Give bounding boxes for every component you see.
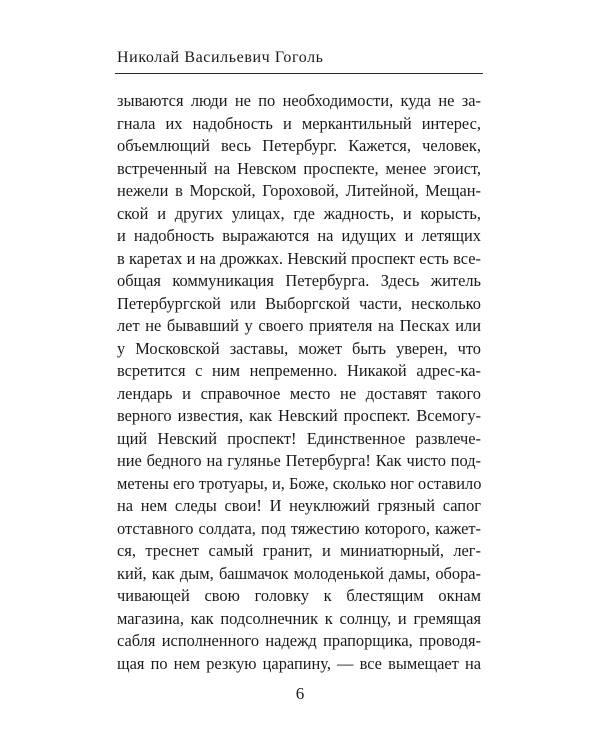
- text-line: зываются люди не по необходимости, куда не за-: [117, 91, 481, 110]
- body-text: [117, 90, 481, 675]
- text-line: сабля исполненного надежд прапорщика, проводя-: [117, 631, 481, 650]
- text-line: гнала их надобность и меркантильный интерес,: [117, 113, 481, 133]
- text-line: кий, как дым, башмачок молоденькой дамы, обора-: [117, 563, 481, 583]
- text-line: всретится с ним непременно. Никакой адрес-ка-: [117, 361, 481, 380]
- text-line: ся, треснет самый гранит, и миниатюрный, лег-: [117, 541, 481, 560]
- page-number: 6: [295, 684, 305, 703]
- text-line: магазина, как подсолнечник к солнцу, и гремящая: [117, 608, 481, 628]
- text-line: в каретах и на дрожках. Невский проспект есть все-: [117, 248, 481, 268]
- text-line: лет не бывавший у своего приятеля на Песках или: [117, 316, 481, 335]
- running-head-author: Николай Васильевич Гоголь: [117, 49, 324, 66]
- text-line: встреченный на Невском проспекте, менее эгоист,: [117, 158, 481, 178]
- text-line: отставного солдата, под тяжестию которого, кажет-: [117, 518, 481, 538]
- text-line: верного известия, как Невский проспект. Всемогу-: [117, 406, 481, 425]
- text-line: щая по нем резкую царапину, — все вымещает на: [117, 653, 481, 673]
- text-line: щий Невский проспект! Единственное развлече-: [117, 428, 481, 448]
- text-line: метены его тротуары, и, Боже, сколько ног оставило: [117, 473, 482, 493]
- text-line: общая коммуникация Петербурга. Здесь житель: [117, 271, 481, 290]
- text-line: нежели в Морской, Гороховой, Литейной, Мещан-: [117, 181, 481, 200]
- text-line: чивающей свою головку к блестящим окнам: [117, 586, 481, 605]
- text-line: ской и других улицах, где жадность, и корысть,: [117, 203, 481, 223]
- text-line: объемлющий весь Петербург. Кажется, человек,: [117, 136, 481, 155]
- text-line: лендарь и справочное место не доставят такого: [117, 383, 481, 403]
- header-rule: [115, 73, 483, 74]
- text-line: Петербургской или Выборгской части, несколько: [117, 293, 481, 313]
- text-line: на нем следы свои! И неуклюжий грязный сапог: [117, 496, 481, 515]
- text-line: у Московской заставы, может быть уверен, что: [117, 338, 481, 358]
- text-line: и надобность выражаются на идущих и летящих: [117, 226, 481, 245]
- text-line: ние бедного на гулянье Петербурга! Как чисто под-: [117, 451, 481, 470]
